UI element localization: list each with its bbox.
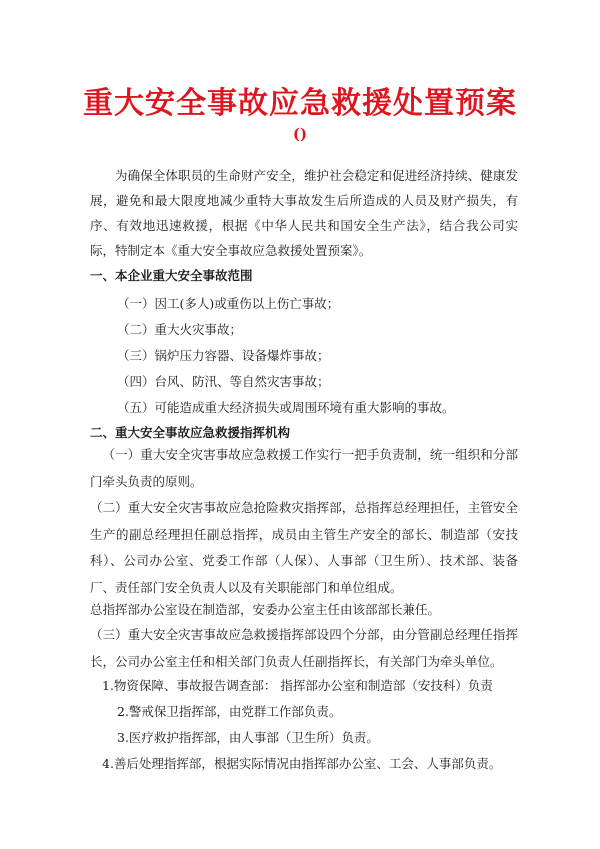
section1-item: （四）台风、防汛、等自然灾害事故； (117, 374, 330, 389)
section1-item: （三）锅炉压力容器、设备爆炸事故； (117, 348, 330, 363)
section2-paragraph: 总指挥部办公室设在制造部，安委办公室主任由该部部长兼任。 (90, 602, 441, 617)
section2-item: 1.物资保障、事故报告调查部： 指挥部办公室和制造部（安技科）负责 (102, 678, 493, 693)
section1-item: （一）因工(多人)或重伤以上伤亡事故； (117, 296, 340, 311)
document-subtitle: () (292, 125, 308, 143)
section1-heading: 一、本企业重大安全事故范围 (90, 268, 253, 283)
section1-item: （二）重大火灾事故； (117, 322, 243, 337)
section2-paragraph: （一）重大安全灾害事故应急救援工作实行一把手负责制，统一组织和分部门牵头负责的原则。 (90, 447, 518, 489)
section2-item: 2.警戒保卫指挥部，由党群工作部负责。 (117, 704, 342, 719)
section2-item: 4.善后处理指挥部，根据实际情况由指挥部办公室、工会、人事部负责。 (102, 756, 502, 771)
section1-item: （五）可能造成重大经济损失或周围环境有重大影响的事故。 (117, 400, 455, 415)
section2-item: 3.医疗救护指挥部，由人事部（卫生所）负责。 (117, 730, 379, 745)
section2-heading: 二、重大安全事故应急救援指挥机构 (90, 425, 291, 440)
document-title: 重大安全事故应急救援处置预案 (83, 86, 517, 121)
section2-paragraph: （三）重大安全灾害事故应急救援指挥部设四个分部，由分管副总经理任指挥长，公司办公室主任和相关部门负责人任副指挥长，有关部门为牵头单位。 (90, 627, 518, 669)
section2-paragraph: （二）重大安全灾害事故应急抢险救灾指挥部，总指挥总经理担任，主管安全生产的副总经理担任副总指挥，成员由主管生产安全的部长、制造部（安技科）、公司办公室、党委工作部（人保）、人事部（卫生所）、技术部、装备厂、责任部门安全负责人以及有关职能部门和单位组成。 (90, 500, 518, 595)
intro-paragraph: 为确保全体职员的生命财产安全，维护社会稳定和促进经济持续、健康发展，避免和最大限度地减少重特大事故发生后所造成的人员及财产损失，有序、有效地迅速救援，根据《中华人民共和国安全生产法》，结合我公司实际，特制定本《重大安全事故应急救援处置预案》。 (90, 168, 518, 258)
